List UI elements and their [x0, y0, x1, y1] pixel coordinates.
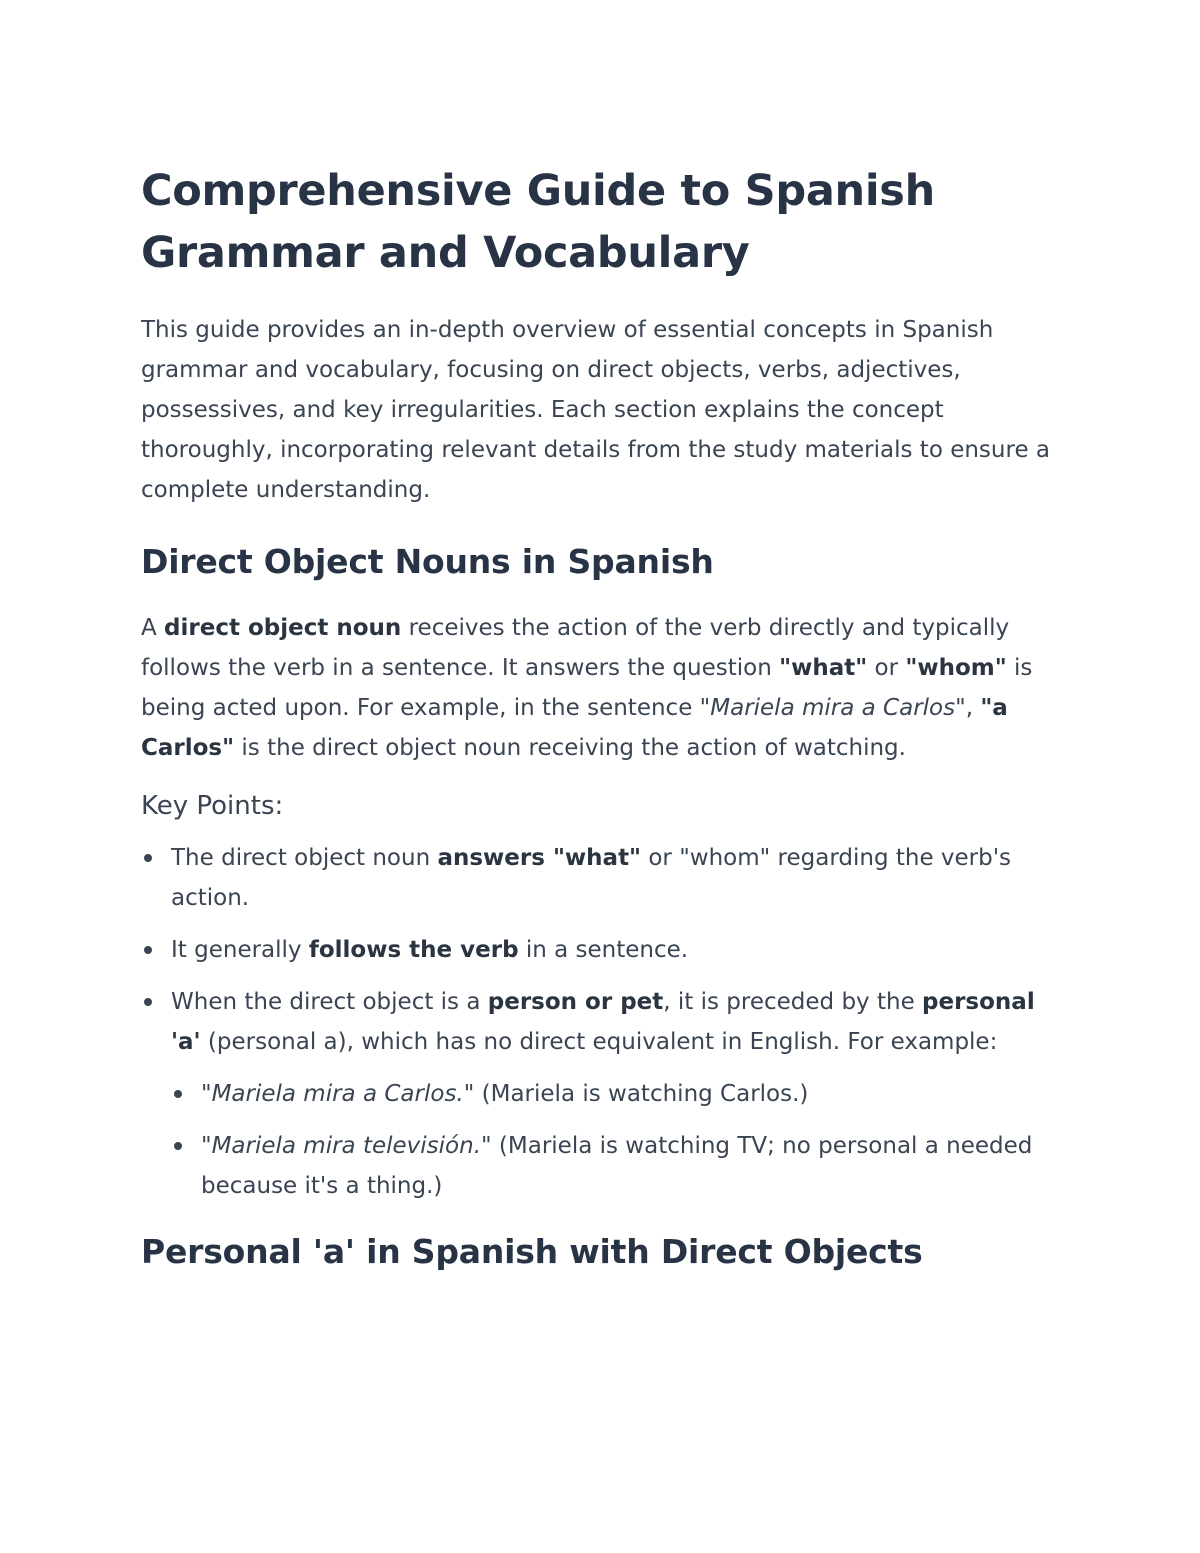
bold-term: direct object noun: [164, 615, 402, 641]
key-points-heading: Key Points:: [141, 791, 284, 821]
text-run: When the direct object is a: [171, 989, 488, 1015]
list-item: [171, 1126, 1061, 1206]
text-run: is being acted upon. For example, in the sentence: [141, 655, 1033, 721]
text-run: , it is preceded by the: [663, 989, 923, 1015]
italic-example: "Mariela mira televisión.": [201, 1133, 492, 1159]
text-run: is the direct object noun receiving the action of watching.: [234, 735, 906, 761]
bold-term: "what": [779, 655, 868, 681]
list-item: [141, 982, 1061, 1206]
text-run: in a sentence.: [518, 937, 689, 963]
text-run: (Mariela is watching Carlos.): [474, 1081, 809, 1107]
section-heading-direct-object-nouns: Direct Object Nouns in Spanish: [141, 542, 714, 581]
bold-term: personal 'a': [171, 989, 1035, 1055]
page-title: Comprehensive Guide to Spanish Grammar and Vocabulary: [141, 166, 935, 278]
list-item: [141, 930, 1061, 970]
text-run: receives the action of the verb directly and typically follows the verb in a sentence. It answers the question: [141, 615, 1010, 681]
bold-term: "a Carlos": [141, 695, 1008, 761]
bold-term: "whom": [905, 655, 1007, 681]
bold-term: follows the verb: [308, 937, 519, 963]
examples-list: [171, 1074, 1061, 1206]
intro-paragraph: This guide provides an in-depth overview of essential concepts in Spanish grammar and vocabulary, focusing on direct objects, verbs, adjectives, possessives, and key irregularities. Each section explains the concept thoroughly, incorporating relevant details from the study materials to ensure a complete understanding.: [141, 317, 1050, 503]
direct-object-paragraph: [141, 608, 1061, 768]
document-page: [141, 160, 1061, 1276]
bold-term: person or pet: [487, 989, 664, 1015]
text-run: ,: [965, 695, 981, 721]
text-run: or "whom" regarding the verb's action.: [171, 845, 1012, 911]
key-points-list: [141, 838, 1061, 1206]
text-run: It generally: [171, 937, 309, 963]
text-run: (Mariela is watching TV; no personal a needed because it's a thing.): [201, 1133, 1033, 1199]
text-run: (personal a), which has no direct equivalent in English. For example:: [200, 1029, 998, 1055]
bold-term: answers "what": [437, 845, 642, 871]
text-run: or: [867, 655, 906, 681]
list-item: [141, 838, 1061, 918]
text-run: The direct object noun: [171, 845, 438, 871]
italic-example: "Mariela mira a Carlos": [699, 695, 966, 721]
section-heading-personal-a: Personal 'a' in Spanish with Direct Objects: [141, 1232, 923, 1271]
italic-example: "Mariela mira a Carlos.": [201, 1081, 475, 1107]
text-run: A: [141, 615, 165, 641]
list-item: [171, 1074, 1061, 1114]
